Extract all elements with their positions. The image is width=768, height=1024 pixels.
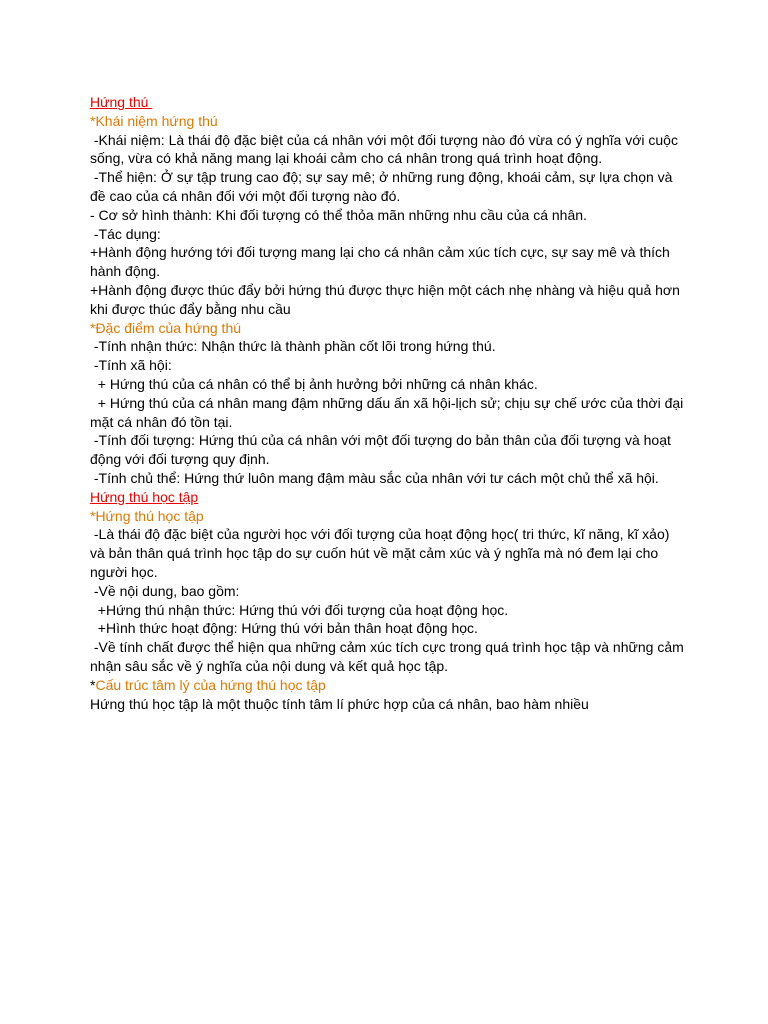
body-line: động với đối tượng quy định. (90, 451, 270, 468)
body-line: -Tính chủ thể: Hứng thứ luôn mang đậm màu sắc của nhân với tư cách một chủ thể xã hội. (90, 469, 659, 486)
body-line: -Tính đối tượng: Hứng thú của cá nhân với một đối tượng do bản thân của đối tượng và hoạt (90, 432, 671, 449)
body-line: Hứng thú học tập là một thuộc tính tâm lí phức hợp của cá nhân, bao hàm nhiều (90, 695, 589, 712)
body-line: +Hành động hướng tới đối tượng mang lại cho cá nhân cảm xúc tích cực, sự say mê và thích (90, 244, 670, 261)
body-line: mặt cá nhân đó tồn tại. (90, 413, 233, 430)
body-line: +Hình thức hoạt động: Hứng thú với bản thân hoạt động học. (90, 620, 478, 637)
section-heading: Hứng thú học tập (90, 488, 199, 505)
body-line: -Thể hiện: Ở sự tập trung cao độ; sự say mê; ở những rung động, khoái cảm, sự lựa chọn và (90, 169, 673, 186)
subsection-heading: *Đặc điểm của hứng thú (90, 319, 242, 336)
body-line: hành động. (90, 263, 161, 280)
body-line: - Cơ sở hình thành: Khi đối tượng có thể thỏa mãn những nhu cầu của cá nhân. (90, 206, 587, 223)
body-line: -Tác dụng: (90, 225, 161, 242)
body-line: -Về nội dung, bao gồm: (90, 582, 240, 599)
subsection-heading-text: Cấu trúc tâm lý của hứng thú học tập (95, 676, 326, 693)
body-line: người học. (90, 563, 158, 580)
body-line: -Về tính chất được thể hiện qua những cảm xúc tích cực trong quá trình học tập và những cảm (90, 639, 684, 656)
body-line: +Hứng thú nhận thức: Hứng thú với đối tượng của hoạt động học. (90, 601, 509, 618)
body-line: đề cao của cá nhân đối với một đối tượng nào đó. (90, 187, 401, 204)
body-line: + Hứng thú của cá nhân có thể bị ảnh hưởng bởi những cá nhân khác. (90, 375, 538, 392)
body-line: nhận sâu sắc về ý nghĩa của nội dung và kết quả học tập. (90, 657, 449, 674)
subsection-heading-mixed (90, 676, 690, 695)
section-heading: Hứng thú (90, 94, 153, 110)
subsection-heading: *Khái niệm hứng thú (90, 112, 218, 129)
body-line: -Tính nhận thức: Nhận thức là thành phần cốt lõi trong hứng thú. (90, 338, 496, 355)
body-line: +Hành động được thúc đẩy bởi hứng thú được thực hiện một cách nhẹ nhàng và hiệu quả hơn (90, 281, 680, 298)
asterisk-prefix: * (90, 676, 96, 693)
body-line: sống, vừa có khả năng mang lại khoái cảm cho cá nhân trong quá trình hoạt động. (90, 150, 603, 167)
body-line: và bản thân quá trình học tập do sự cuốn hút về mặt cảm xúc và ý nghĩa mà nó đem lại cho (90, 545, 659, 562)
body-line: + Hứng thú của cá nhân mang đậm những dấu ấn xã hội-lịch sử; chịu sự chế ước của thời đại (90, 394, 684, 411)
subsection-heading: *Hứng thú học tập (90, 507, 204, 524)
body-line: -Là thái độ đặc biệt của người học với đối tượng của hoạt động học( tri thức, kĩ năng, kĩ xảo) (90, 526, 670, 543)
body-line: -Tính xã hội: (90, 357, 172, 374)
body-line: khi được thúc đẩy bằng nhu cầu (90, 300, 291, 317)
document-body (90, 93, 690, 713)
body-line: -Khái niệm: Là thái độ đặc biệt của cá nhân với một đối tượng nào đó vừa có ý nghĩa với cuộc (90, 131, 678, 148)
